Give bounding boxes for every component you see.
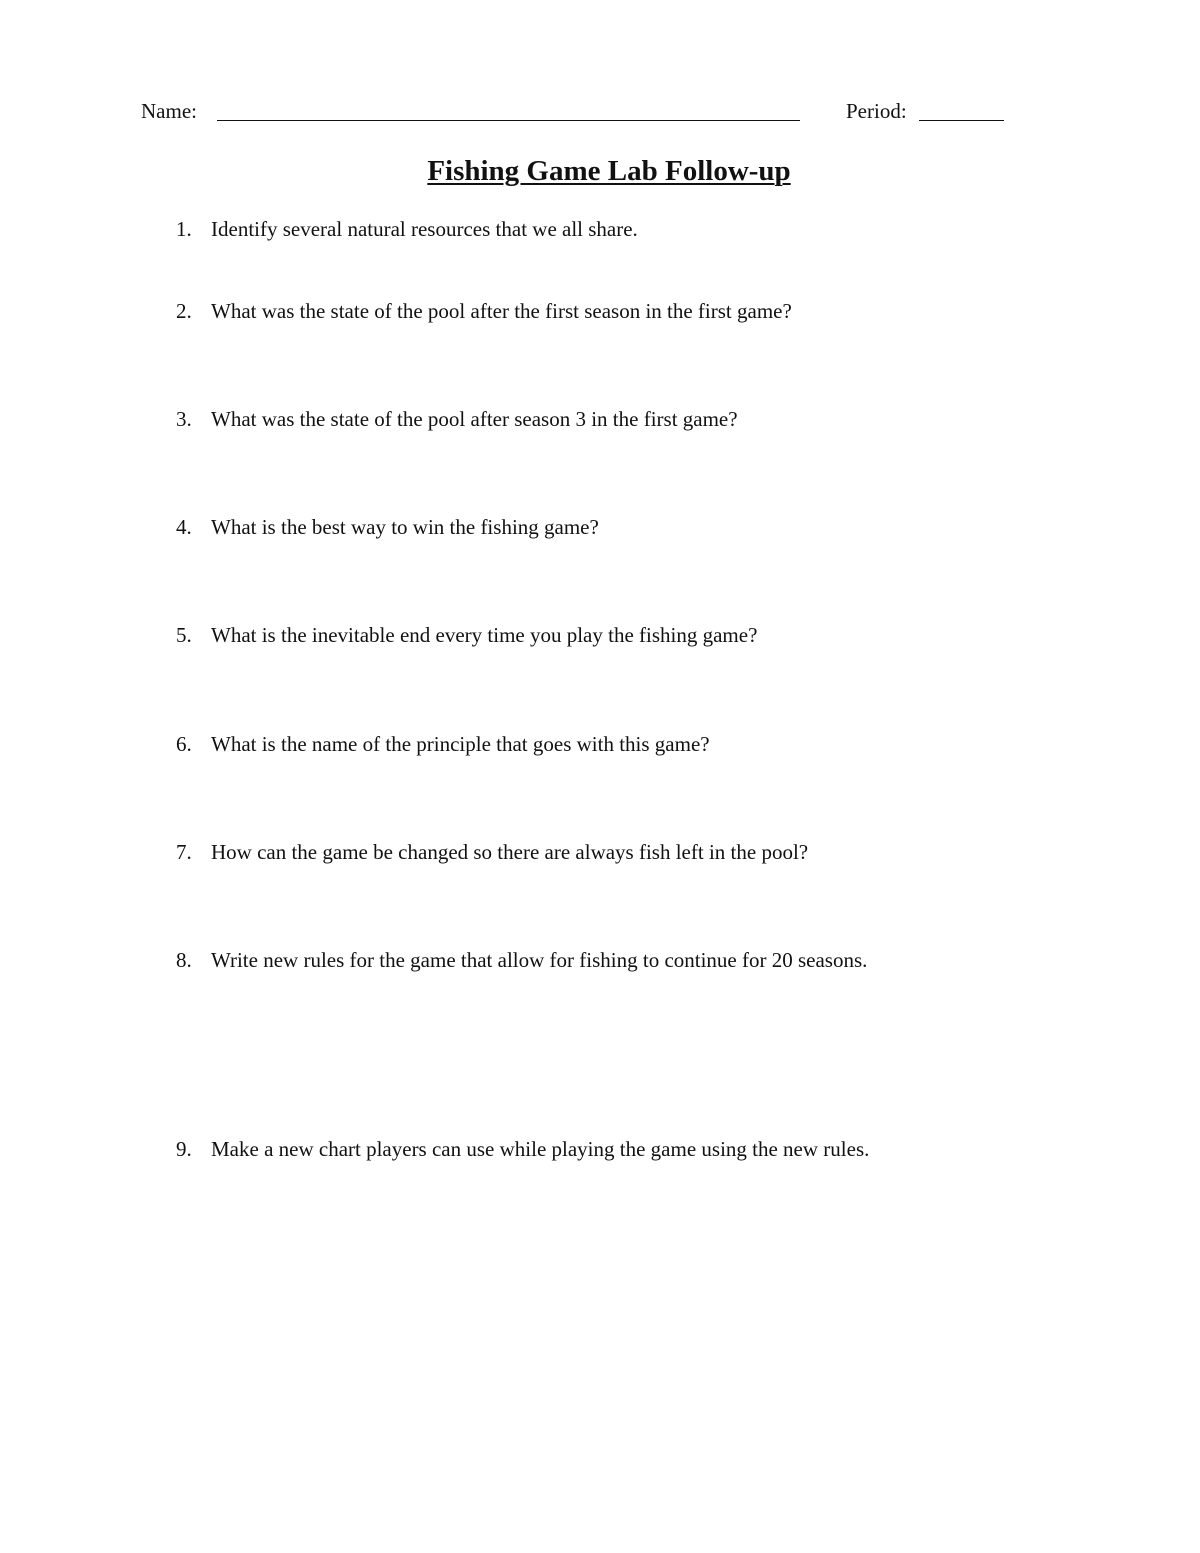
question-text: What was the state of the pool after season 3 in the first game? bbox=[211, 407, 738, 431]
period-blank-line bbox=[919, 120, 1004, 121]
question-number: 4. bbox=[176, 515, 192, 539]
period-label: Period: bbox=[846, 99, 907, 123]
question-text: What is the name of the principle that goes with this game? bbox=[211, 732, 710, 756]
question-number: 1. bbox=[176, 217, 192, 241]
question-number: 7. bbox=[176, 840, 192, 864]
header-row bbox=[141, 98, 1011, 128]
name-label: Name: bbox=[141, 99, 197, 123]
question-number: 8. bbox=[176, 948, 192, 972]
question-text: What is the inevitable end every time you play the fishing game? bbox=[211, 623, 758, 647]
question-number: 5. bbox=[176, 623, 192, 647]
question-text: What is the best way to win the fishing game? bbox=[211, 515, 599, 539]
question-text: What was the state of the pool after the first season in the first game? bbox=[211, 299, 792, 323]
name-blank-line bbox=[217, 120, 800, 121]
question-text: How can the game be changed so there are always fish left in the pool? bbox=[211, 840, 809, 864]
question-number: 2. bbox=[176, 299, 192, 323]
page-title: Fishing Game Lab Follow-up bbox=[427, 155, 791, 187]
question-number: 9. bbox=[176, 1137, 192, 1161]
question-number: 6. bbox=[176, 732, 192, 756]
question-text: Identify several natural resources that we all share. bbox=[211, 217, 638, 241]
question-number: 3. bbox=[176, 407, 192, 431]
question-text: Write new rules for the game that allow for fishing to continue for 20 seasons. bbox=[211, 948, 868, 972]
question-text: Make a new chart players can use while playing the game using the new rules. bbox=[211, 1137, 870, 1161]
